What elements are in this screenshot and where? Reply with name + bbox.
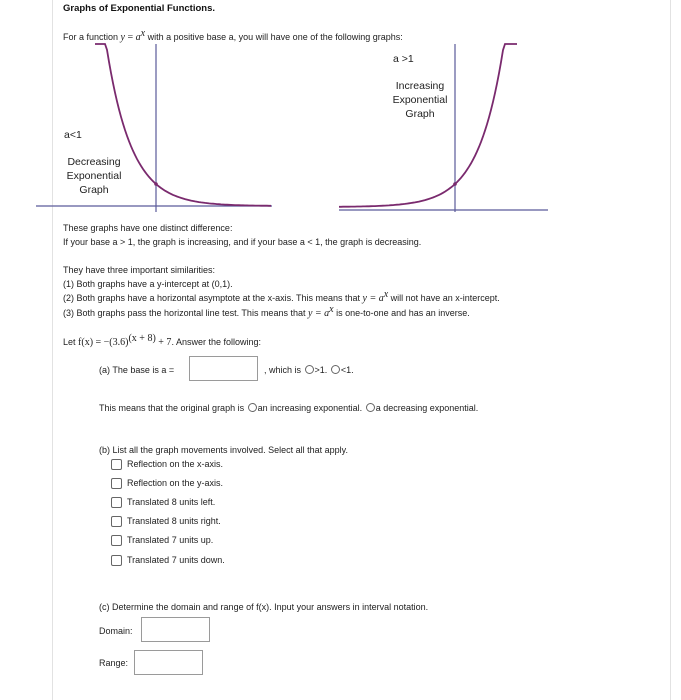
similarity-3-pre: (3) Both graphs pass the horizontal line test. This means that <box>63 308 306 318</box>
checkbox-translate-down-label: Translated 7 units down. <box>127 555 225 565</box>
right-condition-label: a >1 <box>393 53 414 65</box>
checkbox-translate-right[interactable] <box>111 516 122 527</box>
problem-suffix: . Answer the following: <box>171 337 261 347</box>
part-a-label: (a) The base is a = <box>99 365 175 375</box>
similarities-heading: They have three important similarities: <box>63 265 216 275</box>
intro-formula-eq: = <box>125 32 136 43</box>
range-label: Range: <box>99 658 129 668</box>
part-a-which <box>264 365 354 375</box>
base-answer-input[interactable] <box>189 356 258 381</box>
similarity-3-exp: x <box>329 304 334 315</box>
checkbox-translate-left[interactable] <box>111 497 122 508</box>
part-a-means <box>99 403 478 413</box>
page-title: Graphs of Exponential Functions. <box>63 3 216 14</box>
similarity-3-post: is one-to-one and has an inverse. <box>336 308 470 318</box>
similarity-2-post: will not have an x-intercept. <box>390 293 500 303</box>
increasing-graph <box>339 44 548 212</box>
problem-statement <box>63 333 261 348</box>
similarity-1: (1) Both graphs have a y-intercept at (0,1). <box>63 279 233 289</box>
right-y-intercept-point <box>453 182 457 186</box>
checkbox-reflect-x-axis-label: Reflection on the x-axis. <box>127 459 224 469</box>
similarity-3 <box>63 304 470 319</box>
similarity-2-exp: x <box>383 289 389 300</box>
radio-greater-than-one[interactable] <box>305 365 314 374</box>
difference-text: If your base a > 1, the graph is increasing, and if your base a < 1, the graph is decreasing. <box>63 237 422 247</box>
checkbox-reflect-y-axis[interactable] <box>111 478 122 489</box>
range-input[interactable] <box>134 650 203 675</box>
problem-exponent: (x + 8) <box>128 333 156 344</box>
intro-formula-y: y <box>120 32 125 43</box>
problem-let: Let <box>63 337 76 347</box>
checkbox-reflect-x-axis[interactable] <box>111 459 122 470</box>
radio-increasing-label: an increasing exponential. <box>257 403 363 413</box>
intro-prefix: For a function <box>63 32 119 42</box>
intro-formula-base: a <box>135 32 141 43</box>
checkbox-reflect-y-axis-label: Reflection on the y-axis. <box>127 478 224 488</box>
similarity-2 <box>63 289 500 304</box>
checkbox-translate-up-label: Translated 7 units up. <box>127 535 214 545</box>
similarity-3-formula: y = a <box>307 308 330 319</box>
domain-input[interactable] <box>141 617 210 642</box>
radio-increasing-exponential[interactable] <box>248 403 257 412</box>
part-c-label: (c) Determine the domain and range of f(x). Input your answers in interval notation. <box>99 602 429 612</box>
part-a-which-text: , which is <box>264 365 302 375</box>
radio-less-than-one-label: <1. <box>340 365 354 375</box>
similarity-2-pre: (2) Both graphs have a horizontal asymptote at the x-axis. This means that <box>63 293 360 303</box>
left-label-line-3: Graph <box>79 184 109 196</box>
radio-decreasing-label: a decreasing exponential. <box>375 403 479 413</box>
right-label-line-3: Graph <box>405 108 435 120</box>
domain-label: Domain: <box>99 626 133 636</box>
checkbox-translate-left-label: Translated 8 units left. <box>127 497 216 507</box>
right-label-line-1: Increasing <box>395 80 445 92</box>
radio-decreasing-exponential[interactable] <box>366 403 375 412</box>
checkbox-translate-right-label: Translated 8 units right. <box>127 516 221 526</box>
problem-rest: + 7 <box>158 337 172 348</box>
left-label-line-2: Exponential <box>66 170 122 182</box>
intro-suffix: with a positive base a, you will have one of the following graphs: <box>147 32 403 42</box>
left-label-line-1: Decreasing <box>67 156 121 168</box>
part-b-label: (b) List all the graph movements involved. Select all that apply. <box>99 445 348 455</box>
right-increasing-curve <box>339 44 517 207</box>
right-label-line-2: Exponential <box>392 94 448 106</box>
left-y-intercept-point <box>154 182 158 186</box>
left-graph-label <box>62 155 126 197</box>
difference-heading: These graphs have one distinct difference: <box>63 223 233 233</box>
intro-formula-exp: x <box>140 28 146 39</box>
radio-greater-than-one-label: >1. <box>314 365 328 375</box>
part-a-means-pre: This means that the original graph is <box>99 403 245 413</box>
similarity-2-formula: y = a <box>362 293 384 304</box>
checkbox-translate-down[interactable] <box>111 555 122 566</box>
right-graph-label <box>388 79 452 121</box>
problem-function: f(x) = −(3.6) <box>78 337 129 348</box>
checkbox-translate-up[interactable] <box>111 535 122 546</box>
left-condition-label: a<1 <box>64 129 82 141</box>
radio-less-than-one[interactable] <box>331 365 340 374</box>
